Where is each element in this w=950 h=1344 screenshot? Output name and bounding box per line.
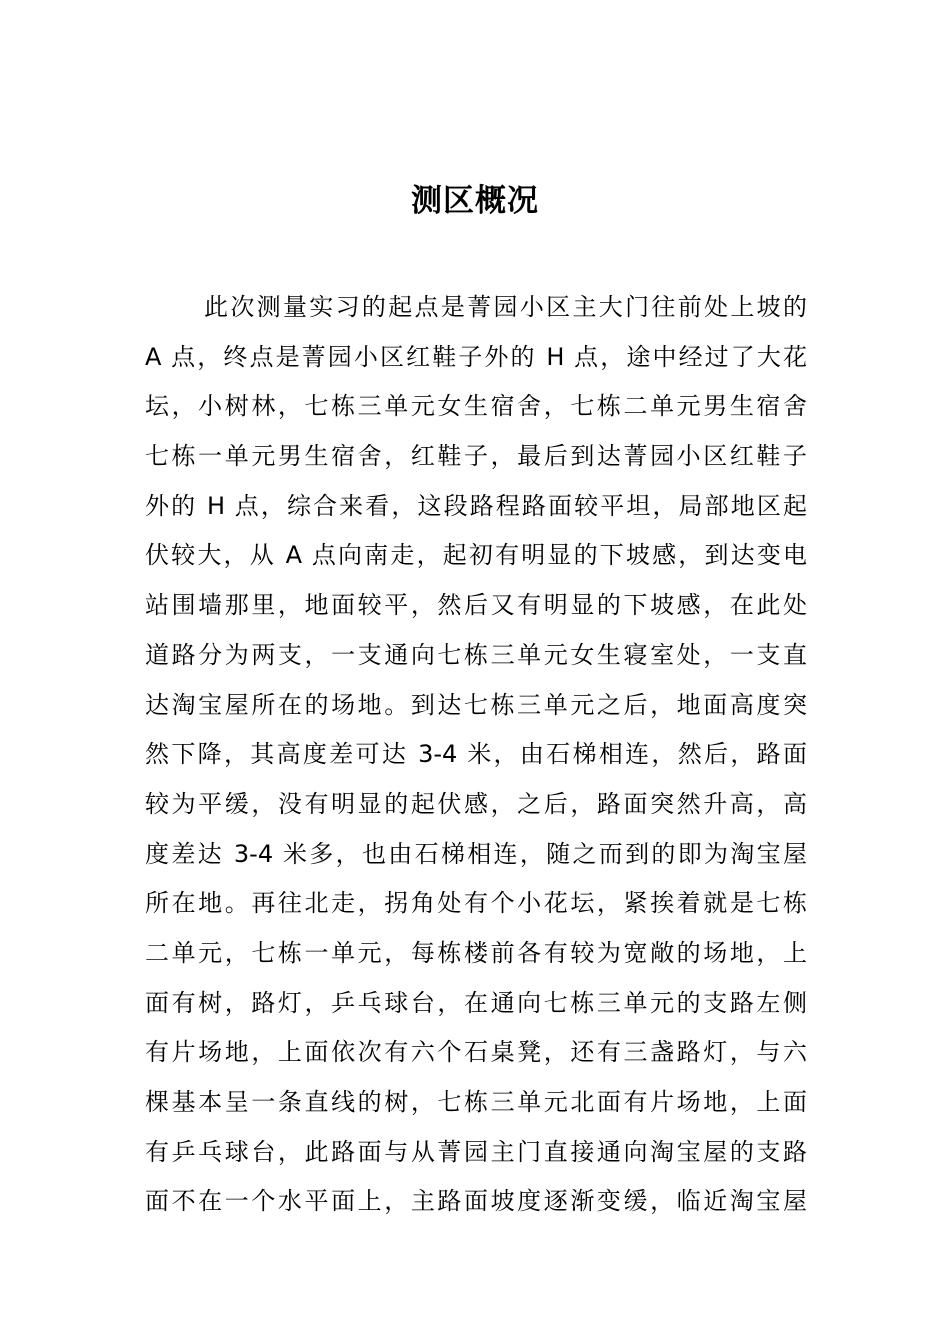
paragraph-line: 七栋一单元男生宿舍，红鞋子，最后到达菁园小区红鞋子 xyxy=(145,442,807,471)
paragraph-line: 有片场地，上面依次有六个石桌凳，还有三盏路灯，与六 xyxy=(145,1038,807,1067)
paragraph-line: 所在地。再往北走，拐角处有个小花坛，紧挨着就是七栋 xyxy=(145,889,807,918)
paragraph-line: 此次测量实习的起点是菁园小区主大门往前处上坡的 xyxy=(204,293,807,321)
paragraph-line: 棵基本呈一条直线的树，七栋三单元北面有片场地，上面 xyxy=(145,1088,807,1116)
paragraph-line: 然下降，其高度差可达 3-4 米，由石梯相连，然后，路面 xyxy=(145,740,807,769)
body-paragraph xyxy=(145,283,807,1227)
paragraph-line: 站围墙那里，地面较平，然后又有明显的下坡感，在此处 xyxy=(145,591,807,620)
paragraph-line: 有乒乓球台，此路面与从菁园主门直接通向淘宝屋的支路 xyxy=(145,1137,807,1166)
paragraph-line: 较为平缓，没有明显的起伏感，之后，路面突然升高，高 xyxy=(145,789,807,818)
document-title: 测区概况 xyxy=(411,183,539,219)
paragraph-line: 二单元，七栋一单元，每栋楼前各有较为宽敞的场地，上 xyxy=(145,938,807,967)
paragraph-line: 外的 H 点，综合来看，这段路程路面较平坦，局部地区起 xyxy=(145,491,807,520)
paragraph-line: 伏较大，从 A 点向南走，起初有明显的下坡感，到达变电 xyxy=(145,541,807,570)
paragraph-line: 面有树，路灯，乒乓球台，在通向七栋三单元的支路左侧 xyxy=(145,988,807,1017)
paragraph-line: 达淘宝屋所在的场地。到达七栋三单元之后，地面高度突 xyxy=(145,690,807,719)
paragraph-line: 道路分为两支，一支通向七栋三单元女生寝室处，一支直 xyxy=(145,640,807,669)
paragraph-line: 度差达 3-4 米多，也由石梯相连，随之而到的即为淘宝屋 xyxy=(145,839,807,868)
paragraph-line: 坛，小树林，七栋三单元女生宿舍，七栋二单元男生宿舍 xyxy=(145,392,807,421)
paragraph-line: A 点，终点是菁园小区红鞋子外的 H 点，途中经过了大花 xyxy=(145,342,807,371)
paragraph-line: 面不在一个水平面上，主路面坡度逐渐变缓，临近淘宝屋 xyxy=(145,1187,807,1216)
